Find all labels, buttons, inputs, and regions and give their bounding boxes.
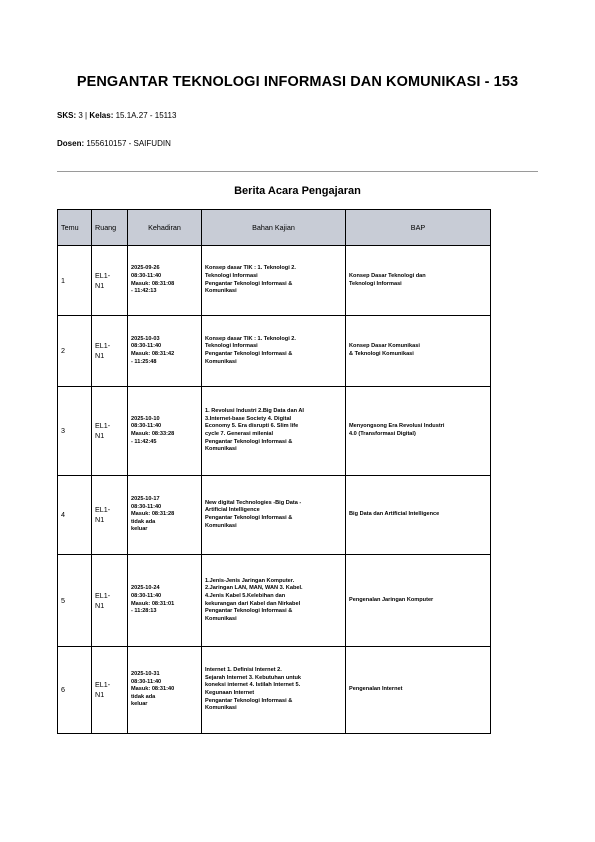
ruang-value: EL1- N1	[95, 421, 111, 440]
cell-kehadiran	[128, 387, 202, 476]
cell-temu	[58, 387, 92, 476]
header-kehadiran: Kehadiran	[128, 210, 202, 246]
bahan-kajian-value: Konsep dasar TIK : 1. Teknologi 2. Teknologi Informasi Pengantar Teknologi Informasi & Komunikasi	[205, 265, 296, 295]
meta-separator: |	[85, 111, 88, 120]
cell-temu	[58, 476, 92, 555]
cell-kehadiran	[128, 246, 202, 316]
kehadiran-value: 2025-09-26 08:30-11:40 Masuk: 08:31:08 - 11:42:13	[131, 265, 175, 295]
cell-bahan-kajian	[202, 246, 346, 316]
cell-temu	[58, 246, 92, 316]
temu-value: 2	[61, 346, 65, 355]
ruang-value: EL1- N1	[95, 341, 111, 360]
cell-bahan-kajian	[202, 387, 346, 476]
cell-bahan-kajian	[202, 555, 346, 647]
bap-value: Pengenalan Internet	[349, 686, 403, 693]
section-title: Berita Acara Pengajaran	[234, 185, 361, 197]
sks-label: SKS:	[57, 111, 77, 120]
bap-value: Big Data dan Artificial Intelligence	[349, 511, 440, 518]
ruang-value: EL1- N1	[95, 270, 111, 290]
table-row	[58, 246, 491, 316]
cell-ruang	[92, 555, 128, 647]
temu-value: 4	[61, 510, 65, 519]
ruang-value: EL1- N1	[95, 680, 111, 699]
cell-kehadiran	[128, 555, 202, 647]
cell-bap	[346, 316, 491, 387]
temu-value: 3	[61, 426, 65, 435]
kehadiran-value: 2025-10-17 08:30-11:40 Masuk: 08:31:28 tidak ada keluar	[131, 496, 175, 533]
cell-temu	[58, 555, 92, 647]
ruang-value: EL1- N1	[95, 505, 111, 524]
cell-temu	[58, 316, 92, 387]
temu-value: 6	[61, 685, 65, 694]
cell-kehadiran	[128, 476, 202, 555]
cell-kehadiran	[128, 647, 202, 734]
header-bap: BAP	[346, 210, 491, 246]
cell-ruang	[92, 647, 128, 734]
kelas-value: 15.1A.27 - 15113	[115, 111, 177, 120]
bahan-kajian-value: Internet 1. Definisi Internet 2. Sejarah Internet 3. Kebutuhan untuk koneksi internet 4. Istilah Internet 5. Kegunaan Internet Pengantar Teknologi Informasi & Komunikasi	[205, 667, 302, 712]
ruang-value: EL1- N1	[95, 590, 111, 610]
kehadiran-value: 2025-10-03 08:30-11:40 Masuk: 08:31:42 - 11:25:48	[131, 335, 175, 365]
kehadiran-value: 2025-10-10 08:30-11:40 Masuk: 08:33:28 - 11:42:45	[131, 415, 175, 445]
cell-kehadiran	[128, 316, 202, 387]
bahan-kajian-value: 1. Revolusi Industri 2.Big Data dan AI 3.Internet-base Society 4. Digital Economy 5. Era disrupti 6. Slim life cycle 7. Generasi milenial Pengantar Teknologi Informasi & Komunikasi	[205, 408, 304, 453]
bap-value: Pengenalan Jaringan Komputer	[349, 596, 434, 603]
bahan-kajian-value: 1.Jenis-Jenis Jaringan Komputer. 2.Jaringan LAN, MAN, WAN 3. Kabel. 4.Jenis Kabel 5.Kelebihan dan kekurangan dari Kabel dan Nirkabel Pengantar Teknologi Informasi & Komunikasi	[205, 577, 303, 622]
cell-ruang	[92, 387, 128, 476]
header-divider	[57, 171, 538, 172]
header-temu: Temu	[58, 210, 92, 246]
cell-ruang	[92, 246, 128, 316]
bap-value: Konsep Dasar Teknologi dan Teknologi Informasi	[349, 272, 426, 287]
cell-bahan-kajian	[202, 316, 346, 387]
table-row	[58, 387, 491, 476]
page-title: PENGANTAR TEKNOLOGI INFORMASI DAN KOMUNIKASI - 153	[76, 74, 519, 90]
cell-temu	[58, 647, 92, 734]
bap-value: Menyongsong Era Revolusi Industri 4.0 (Transformasi Digital)	[349, 423, 445, 437]
kehadiran-value: 2025-10-24 08:30-11:40 Masuk: 08:31:01 - 11:28:13	[131, 585, 175, 615]
course-meta-sks-kelas	[57, 111, 176, 120]
table-header-row	[58, 210, 491, 246]
table-row	[58, 316, 491, 387]
dosen-label: Dosen:	[57, 139, 85, 148]
sks-value: 3	[78, 111, 83, 120]
table-row	[58, 476, 491, 555]
cell-bahan-kajian	[202, 476, 346, 555]
bap-table	[57, 209, 491, 734]
cell-bap	[346, 387, 491, 476]
bap-value: Konsep Dasar Komunikasi & Teknologi Komunikasi	[349, 343, 420, 357]
cell-ruang	[92, 476, 128, 555]
cell-bap	[346, 246, 491, 316]
temu-value: 5	[61, 595, 65, 605]
kehadiran-value: 2025-10-31 08:30-11:40 Masuk: 08:31:40 tidak ada keluar	[131, 671, 175, 708]
kelas-label: Kelas:	[89, 111, 114, 120]
temu-value: 1	[61, 275, 65, 285]
bahan-kajian-value: New digital Technologies -Big Data - Artificial Intelligence Pengantar Teknologi Informasi & Komunikasi	[205, 499, 302, 529]
cell-ruang	[92, 316, 128, 387]
course-meta-dosen	[57, 139, 171, 148]
cell-bap	[346, 555, 491, 647]
cell-bap	[346, 476, 491, 555]
bahan-kajian-value: Konsep dasar TIK : 1. Teknologi 2. Teknologi Informasi Pengantar Teknologi Informasi & Komunikasi	[205, 335, 296, 365]
table-row	[58, 647, 491, 734]
header-bahan-kajian: Bahan Kajian	[202, 210, 346, 246]
header-ruang: Ruang	[92, 210, 128, 246]
cell-bahan-kajian	[202, 647, 346, 734]
table-row	[58, 555, 491, 647]
dosen-value: 155610157 - SAIFUDIN	[86, 139, 171, 148]
cell-bap	[346, 647, 491, 734]
